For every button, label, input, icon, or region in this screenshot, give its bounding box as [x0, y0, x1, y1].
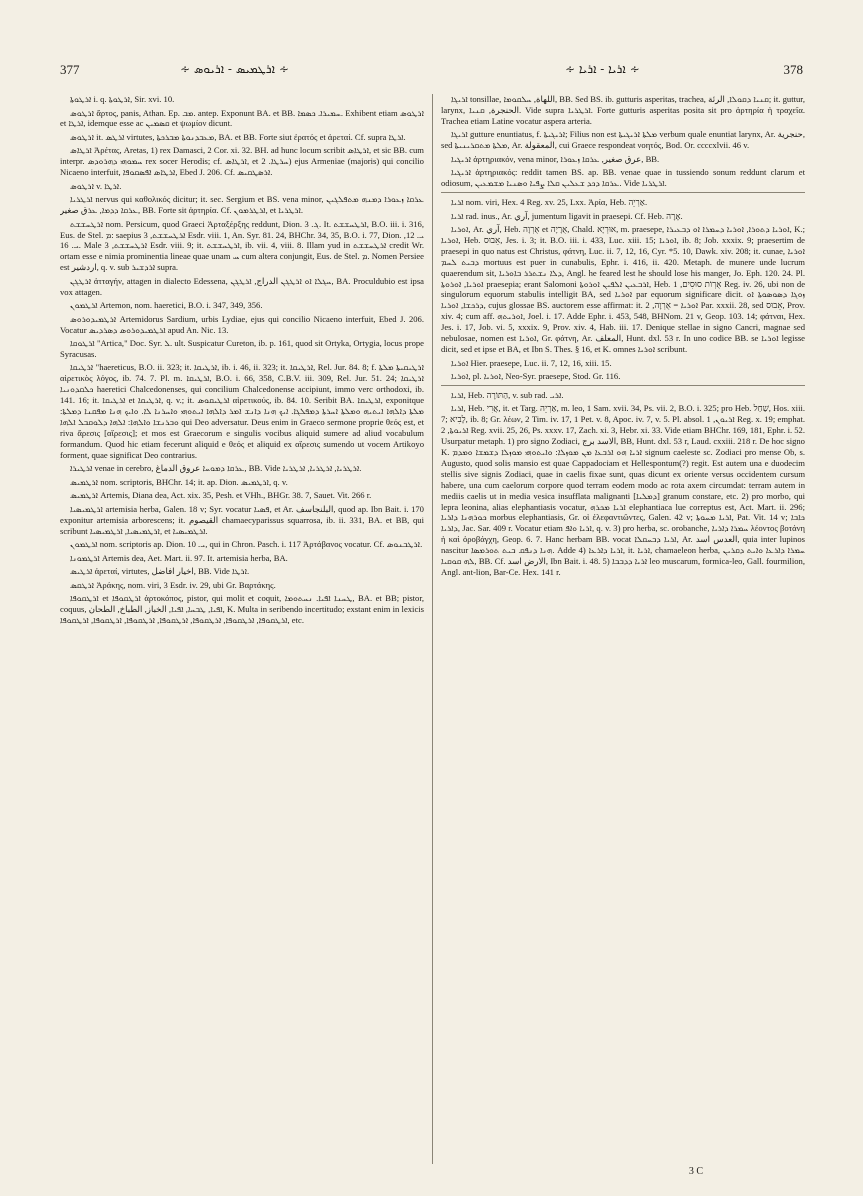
- dictionary-entry: ܐܪܛܝܣ ἀρεταί, virtutes, اخيار افاضل, BB. Vide ܐܪܛܐ.: [70, 566, 250, 577]
- dictionary-entry: ܐܪܛܩܣ Ἀράκης, nom. viri, 3 Esdr. iv. 29, ubi Gr. Βαρτάκης.: [70, 579, 276, 590]
- column-divider: [432, 94, 433, 1164]
- dictionary-entry: ܐܪܛܝܪܐ venae in cerebro, ܥܪܩܐ ܕܡܘܚܐ عروق الدماغ, BB. Vide ܐܪܛܪܝܐ, ܐܪܛܪܝܐ, ܐܪܛܪܝܐ.: [70, 463, 362, 474]
- dictionary-entry: ܐܪܛܡܝܣ Artemis, Diana dea, Act. xix. 35, Pesh. et VHh., BHGr. 38. 7, Sauet. Vit. 266 r.: [70, 490, 372, 501]
- dictionary-entry: ܐܪܛܝܩܐ "haereticus, B.O. ii. 323; it. ܐܪܛܝܩܐ, ib. i. 46, ii. 323; it. ܐܪܛܝܩܐ, Rel. Jur. 84. 8; f. ܐܪܛܝܩܝܬܐ ܡܠܬܐ αἱρετικὸς λόγος, ib. 74. 7. Pl. m. ܐܪܛܝܩܐ, B.O. i. 66, 358, C.B.V. iii. 309, Rel. Jur. 51. 24; ܐܪܛܝܩܐ ܟܠܩܕܘܢܝܐ haeretici Chalcedonenses, qui concilium Chalcedonense accipiunt, immo verc orthodoxi, ib. 141. 16; it. ܐܪܛܝܩܐ et ܐܪܛܝܩܐ, q. v.; it. ܐܪܛܝܩܘܣ αἱρετικούς, ib. 84. 10. Seribit BA. ܐܪܛܝܩܐ, exponitque ܡܠܬܐ ܕܐܠܗܐ ܐܝܬܝܗ ܘܡܠܬܐ ܐܚܪܬܐ ܕܡܦܠܓܐ. ܐܝܟ ܗܢܐ ܕܐܢܫ ܐܡܪ ܕܐܠܗܐ ܐܝܬܘܗܝ ܘܐܚܪܢܐ ܠܐ. ܘܐܝܟ ܗܢܐ ܡܦܩܢܐ ܕܡܠܬܐ: ܘܒܪܢܫܐ ܘܐܠܗܐ: ܐܠܗܐ ܕܠܘܩܒܠ ܐܠܗܐ qui Deo adversatur. Deus enim in Graeco sermone proprie θεός est, et riva ἄρεσις [αἵρεσις]; et mos est Graecorum e singulis vocibus aliquid sumere ad aliud vocabulum formandum. Quod hic etiam fecerunt aliquid e θεός et aliquid ex αἵρεσις sumendo ut vocem Artikoyo forment, quae significat Deo contrarius.: [60, 362, 424, 460]
- dictionary-entry: ܐܘܪܝܐ, pl. ܐܘܪܝܐ, Neo-Syr. praesepe, Stod. Gr. 116.: [451, 371, 621, 381]
- dictionary-entry: ܐܪܛܓܢ ἀτταγήν, attagen in dialecto Edessena, ܚܓܠܐ ܐܘ ܐܪܛܓܢ الدراج, ܐܪܛܓܢ, BA. Proculdubio est ipsa vox attagen.: [60, 275, 424, 297]
- dictionary-entry: ܐܪܝܐ, Heb. הַתּוֹרָה, v. sub rad. ܐܪܝ.: [451, 389, 564, 400]
- page-header: [60, 62, 803, 84]
- right-column-middle-section: [441, 197, 805, 382]
- signature-mark: 3 C: [688, 1166, 703, 1177]
- dictionary-entry: ܐܪܝܓܐ tonsillae, اللهاة, ܚܠܩܘܡܐ, BB. Sed BS. ib. gutturis asperitas, trachea, ܩܢܝܐ ܕܩܘܠܐ, الرئة; it. guttur, larynx, الحنجرة, ܩܢܝܐ. Vide supra ܐܪܛܪܝܐ. Forte gutturis asperitas posita sit pro ἀρτηρία ἡ τραχεῖα. Trachea etiam Latine vocatur aspera arteria.: [441, 94, 805, 126]
- dictionary-entry: ܐܪܛܘܣ ἄρτος, panis, Athan. Ep. ܡܒ. antep. Exponunt BA. et BB. ܚܡܝܪܐ. ܟܣܡܐ. Exhibent etiam ܐܪܛܘܣ et ܐܪܛܐ, idemque esse ac ܩܣܡܝܢ et ψωμίον dicunt.: [60, 107, 424, 129]
- left-column: [60, 94, 424, 1162]
- dictionary-entry: ܐܪܛܡܘܢܐ Artemis dea, Aet. Mart. ii. 97. It. artemisia herba, BA.: [70, 552, 288, 563]
- dictionary-entry: ܐܪܛܚܫܫܬ nom. Persicum, quod Graeci Ἀρταξέρξης reddunt, Dion. ܓ. 3. It. ܐܪܛܚܫܫܬ, B.O. iii. i. 316, Eus. de Stel. ܡ: saepius ܐܪܛܚܫܫܬ, 3 Esdr. viii. 1, An. Syr. 81. 24, BHChr. 34, 35, B.O. i. 77, Dion. ܝ. 12, ܝ. 16. Male ܐܪܛܚܫܫܬ, 3 Esdr. viii. 9; it. ܐܪܛܚܫܫܬ, ib. vii. 4, viii. 8. Illam yud in ܐܪܛܚܫܫܬ credit Wr. ortam esse e nimia prominentia lineae quae unam ܚ cum altera conjungit, Eus. de Stel. ܡ. Nomen Persiee est اردشير, q. v. sub ܐܪܕܫܝܪ supra.: [60, 218, 424, 273]
- dictionary-entry: ܐܪܛܘܬܐ i. q. ܐܪܛܘܬܐ, Sir. xvi. 10.: [70, 94, 175, 104]
- dictionary-entry: ܐܪܛܐܣ Ἀρέτας, Aretas, 1) rex Damasci, 2 Cor. xi. 32. BH. ad hunc locum scribit ܐܪܛܐܣ, et sic BB. cum interpr. ܚܡܘܗܝ ܕܗܪܘܕܣ rex socer Herodis; cf. ܐܪܛܐܣ, et ܚܪܛܐ. 2) ejus Armeniae (majoris) qui concilio Nicaeno interfuit, ܐܪܛܐܣ ܐܦܣܩܘܦܐ, Ebed J. 206. Cf. ܐܪܣܛܩܝܣ.: [60, 145, 424, 178]
- dictionary-entry: ܐܪܝܐ, Heb. אֲרִי, it. et Targ. אַרְיֵה, m. leo, 1 Sam. xvii. 34, Ps. vii. 2, B.O. i. 325; pro Heb. שַׁחַל, Hos. xiii. 7; לָבִיא, ib. 8; Gr. λέων, 2 Tim. iv. 17, 1 Pet. v. 8, Apoc. iv. 7, v. 5. Pl. absol. ܐܪܝܘܢ, 1 Reg. x. 19; emphat. ܐܪܝܘܬܐ, 2 Reg. xvii. 25, 26, Ps. xxxv. 17, Zach. xi. 3, Hebr. xi. 33. Vide etiam BHChr. 169, 181, Ephr. i. 52. Usurpatur metaph. 1) pro signo Zodiaci, الاسد برج, BB, Hunt. dxl. 53 r, Laud. cxxiii. 218 r. De hoc signo K. ܐܪܝܐ ܗܘ ܐܪܒܥܐ ܡܢ ܡܘܙܠܐ: ܘܐܝܬܘܗܝ ܡܘܙܠܐ ܕܫܡܫܐ ܘܡܕܡ signum caeleste sc. Zodiaci pro mense Ob, s. Augusto, quod solis mansio est quae Cappadociam et Hellespontum(?) regit. Est autem una e duodecim stellis sive signis Zodiaci, quae in caelis fixae sunt, quas dicunt ex oriente versus occidentem cursum habere, una cum caelorum corpore quod terram eodem modo ac rota axem circumdat: terram autem in mediis caelis ut in media vesica insufflata malignanti [ܕܡܠܝܐ] granum constare, etc. 2) pro morbo, qui lepra leonina, alias elephantiasis vocatur, ܐܪܝܐ ܡܟܪܗ elephantiaca lue correptus est, Act. Mart. ii. 296; ܟܘܪܗܢܐ ܕܐܪܝܐ morbus elephantiasis, Gr. οἱ ἐλεφαντιῶντες, Galen. 42 v; ܐܪܝܐ ܡܚܘܬܐ, Pat. Vit. 14 v; ܟܐܒܐ ܕܐܪܝܐ, Jac. Sar. 409 r. Vocatur etiam ܐܪܝܐ ܘܐܦ, q. v. 3) pro herba, sc. orobanche, ܚܡܪܐ ܕܐܪܝܐ λέοντος βοτάνη ἡ καὶ ὀροβάγχη, Geop. 6. 7. Hanc herbam BB. vocat ܐܪܝܐ ܕܒܚܩܠܐ, Ar. العدس اسد, quia inter lupinos nascitur ܗܢܐ ܕܢܦܩ ܒܝܬ ܬܘܪܡܣܐ. Adde 4) ܐܪܝܐ ܕܐܪܥܐ, it. ܐܪܝܐ, chamaeleon herba, ܚܡܪܐ ܕܐܪܥܐ ܘܐܝܬ ܕܩܪܝܢ ܠܗ ܩܘܩܝܐ, BB. Cf. الارض اسد, Ibn Bait. i. 48. 5) ܐܪܝܐ ܕܕܒܒܐ leo muscarum, formica-leo, Gall. fourmilion, Angl. ant-lion, Bar-Ce. Hex. 141 r.: [441, 403, 805, 577]
- dictionary-entry: ܐܪܛܡܝܕܘܪܘܣ Artemidorus Sardium, urbis Lydiae, ejus qui concilio Nicaeno interfuit, Ebed J. 206. Vocatur ܐܪܛܡܝܕܘܪܘܣ ܕܣܪܕܝܣ apud An. Nic. 13.: [60, 313, 424, 335]
- dictionary-entry: ܐܪܛܘܣ it. ܐܪܛܣ virtutes, ܡܥܒܕܢܘܬܐ ܡܒܪܟܬܐ, BA. et BB. Forte siut ἐρατός et ἀρεταί. Cf. supra ܐܪܛܐ.: [70, 131, 406, 142]
- right-column: [441, 94, 805, 1162]
- dictionary-entry: ܐܪܝܐ nom. viri, Hex. 4 Reg. xv. 25, Lxx. Ἀρία, Heb. אַרְיֵה.: [451, 197, 648, 208]
- section-separator: [441, 385, 805, 386]
- dictionary-entry: ܐܘܪܝܐ Hier. praesepe, Luc. ii. 7, 12, 16, xiii. 15.: [451, 357, 612, 368]
- section-separator: [441, 192, 805, 193]
- running-head-right: ∻ ܐܪܝܐ - ܐܪܝܐ ∻: [565, 62, 640, 76]
- page-number-right: 378: [783, 62, 803, 77]
- dictionary-entry: ܐܪܝܓܐ gutture enuntiatus, f. ܐܪܝܓܝܬܐ; Filius non est ܡܠܬܐ ܐܪܝܓܝܬܐ verbum quale enuntiat larynx, Ar. حنجرية, sed ܡܠܬܐ ܡܬܩܪܝܢܝܬܐ, Ar. المعقولة, cui Graece respondeat νοητός, Bod. Or. ccccxlvii. 46 v.: [441, 129, 805, 151]
- dictionary-entry: ܐܪܝܓܝܐ ἀρτηριακός: reddit tamen BS. ap. BB. venae quae in tussiendo sonum reddunt clarum et odiosum, ܥܪܩܐ ܕܟܕ ܫܥܠܝܢ ܩܠܐ ܨܦܝܐ ܘܣܢܝܐ ܡܫܡܥܝܢ. Vide ܐܪܛܪܝܐ.: [441, 167, 805, 189]
- dictionary-entry: ܐܪܛܡܘܢ Artemon, nom. haeretici, B.O. i. 347, 349, 356.: [70, 300, 263, 311]
- page-number-left: 377: [60, 62, 80, 77]
- dictionary-entry: ܐܪܛܡܘܢ nom. scriptoris ap. Dion. ܝ. 10, qui in Chron. Pasch. i. 117 Ἀρτάβανος vocatur. Cf. ܐܪܛܒܢܘܣ.: [70, 539, 423, 550]
- right-column-bottom-section: [441, 390, 805, 578]
- dictionary-entry: ܐܘܪܝܐ, Ar. آري, Heb. אֻרְוָה et אֻרָיָה, Chald. אוּרְיָא, m. praesepe, ܐܘܪܝܐ ܕܬܘܪܐ, ܐܘܪܝܐ ܕܚܡܪܐ ܐܘ ܕܒܥܝܪܐ, K.; ܐܘܪܝܐ, Heb. אֵבוּס, Jes. i. 3; it. B.O. iii. i. 433, Luc. xiii. 15; ܐܘܪܝܐ, ib. 8; Job. xxxix. 9; praesertim de praesepi in quo natus est Christus, φάτνη, Luc. ii. 7, 12, 16, Cyr. *5. 10, Dawk. xiv. 208; it. cunae, ܐܘܪܝܐ ܕܒܝܬ ܠܚܡ mortuus est puer in cunabulis, Ephr. i. 416, ii. 420. Metaph. de munere unde lucrum quaerendum sit, ܕܠܐ ܢܫܬܪܪ ܒܐܘܪܝܐ, Angl. he feared lest he should lose his manger, Jo. Eph. 120. 24. Pl. ܐܘܪܝܐ, ܐܘܪܘܬܐ praesepia; erant Salomoni ܐܪܒܥܝܢ ܐܠܦܝܢ ܐܘܪܘܬܐ, Heb. אֻרְוֹת סוּסִים, 1 Reg. iv. 26, ubi non de singulorum equorum stabulis intelligit BA, sed ܐܘܪܝܐ par equorum significare dicit. ܙܘܓܐ ܕܣܘܣܘܬܐ ܐܘ ܕܪܟܫܐ, ܐܘܪܝܐ, cujus glossae BS. auctorem esse affirmat: it. ܐܘܪܝܐ = אֻרְוָה, 2 Par. xxxii. 28, sed אֵבוּס, Prov. xiv. 4; cum aff. ܐܘܪܝܬܗ, Joel. i. 17. Adde Ephr. i. 453, 548, BHNom. 21 v, Geop. 103. 14; φάτναι, Hex. Jes. i. 17, Job. vi. 5, xxxix. 9, Prov. xiv. 4, Hab. iii. 17. Denique stellae in signo Cancri, magnae sed nebulosae, nomen est ܐܘܪܝܐ, Gr. φάτνη, Ar. المعلف, Hunt. dxl. 53 r. In uno codice BB. se ܐܘܪܝܐ legisse dicit, sed et ipse et BA, et Ibn S. Thes. § 16, et K. omnes ܐܘܪܝܐ scribunt.: [441, 224, 805, 354]
- running-head-left: ∻ ܐܪܛܡܝܣ - ܐܪܝܘܣ ∻: [180, 62, 289, 76]
- dictionary-entry: ܐܪܛܪܝܐ nervus qui καθολικός dicitur; it. sec. Sergium et BS. vena minor, ܥܪܩܐ ܙܥܘܪܐ ܕܡܢܗ ܡܬܦܠܓܝܢ ܥܪܩܐ ܕܕܡܐ, ܥܪق صغير, BB. Forte sit ἀρτηρία. Cf. ܐܪܛܪܡܘܢ, et ܐܪܛܪܝܐ.: [60, 194, 424, 216]
- right-column-top-section: [441, 94, 805, 189]
- dictionary-entry: ܐܪܛܩܘܦܐ et ܐܪܛܩܘܦܐ ἀρτοκόπος, pistor, qui molit et coquit, ܛܚܢܐ ܐܦܝܐ. ܢܚܬܘܡܐ, BA. et BB; pistor, coquus, ܐܦܝܐ, ܛܒܚܐ, ܐܦܝܐ, الخباز, الطباخ, الطحان, K. Multa in seribendo incertitudo; exstant enim in lexicis ܐܪܛܩܘܦܐ, ܐܪܛܩܘܦܐ, ܐܪܛܩܘܦܐ, ܐܪܛܩܘܦܐ, ܐܪܛܩܘܦܐ, ܐܪܛܩܘܦܐ, ܐܪܛܩܘܦܐ, etc.: [60, 593, 424, 625]
- dictionary-entry: ܐܪܛܘܩܐ "Artica," Doc. Syr. ܠ. ult. Suspicatur Cureton, ib. p. 161, quod sit Ortyka, Ortygia, locus prope Syracusas.: [60, 338, 424, 359]
- dictionary-entry: ܐܪܝܐ rad. inus., Ar. آري, jumentum ligavit in praesepi. Cf. Heb. אָרָה.: [451, 210, 683, 221]
- dictionary-entry: ܐܪܛܡܝܣܝܐ artemisia herba, Galen. 18 v; Syr. vocatur ܦܣܝܐ, et Ar. البلنجاسف, quod ap. Ibn Bait. i. 170 exponitur artemisia arborescens; it. القيصوم chamaecyparissus squarrosa, ib. ii. 331, BA. et BB, qui scribunt ܐܪܛܡܝܣܝܐ, ܐܪܛܡܝܣܝܐ, et ܐܪܛܡܝܣܝܐ.: [60, 503, 424, 536]
- dictionary-entry: ܐܪܛܘܣ v. ܐܪܛܐ.: [70, 180, 122, 191]
- dictionary-entry: ܐܪܝܓܝܐ ἀρτηριακόν, vena minor, عرق صغير, ܥܪܩܐ ܙܥܘܪܐ, BB.: [451, 153, 660, 164]
- dictionary-entry: ܐܪܛܡܝܣ nom. scriptoris, BHChr. 14; it. ap. Dion. ܐܪܛܡܝܣ, q. v.: [70, 476, 288, 487]
